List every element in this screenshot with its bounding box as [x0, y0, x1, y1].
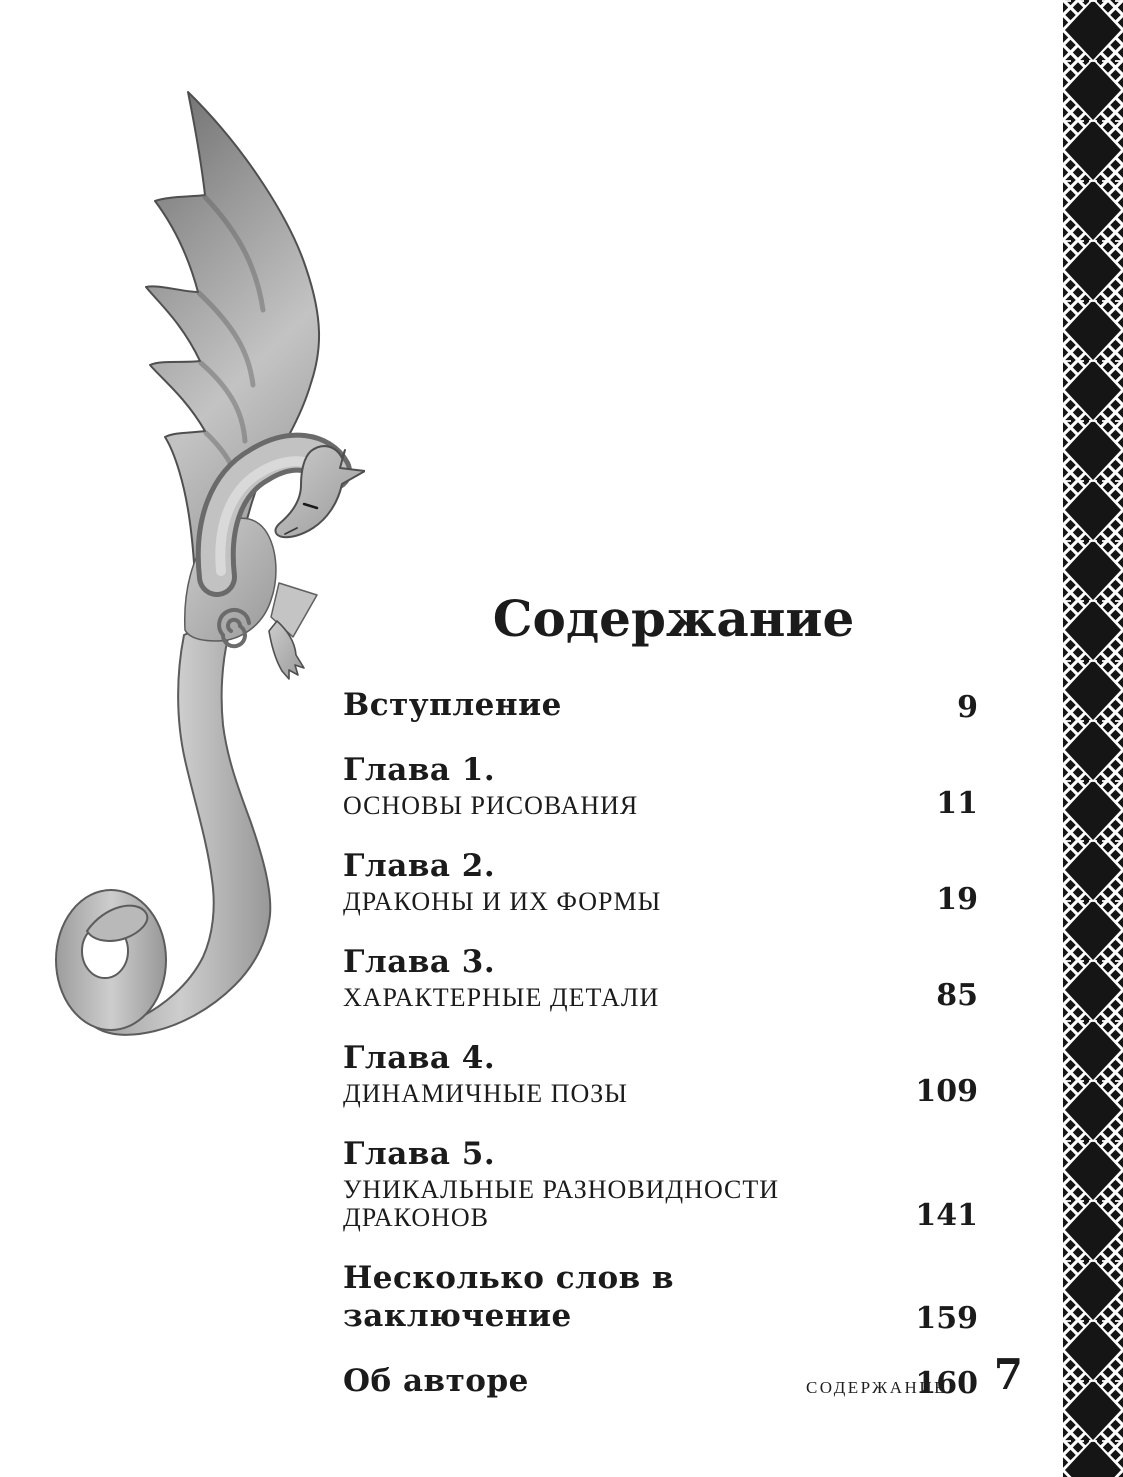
toc-entry-label: Глава 3. [343, 944, 496, 980]
toc-entry-chapter-2 [343, 847, 978, 916]
toc-entry-page-number: 85 [936, 978, 978, 1013]
toc-entry-label: Об авторе [343, 1363, 529, 1399]
toc-entry-page-number: 109 [915, 1074, 978, 1109]
toc-entry-subtitle: ОСНОВЫ РИСОВАНИЯ [343, 791, 639, 820]
toc-entry-page-number: 159 [915, 1301, 978, 1336]
footer-section-label: СОДЕРЖАНИЕ [805, 1378, 947, 1397]
toc-entry-subtitle: УНИКАЛЬНЫЕ РАЗНОВИДНОСТИ ДРАКОНОВ [343, 1175, 780, 1232]
toc-entry-chapter-3 [343, 943, 978, 1012]
dragon-illustration-svg [45, 85, 365, 1045]
page-title: Содержание [492, 589, 855, 648]
toc-entry-page-number: 160 [915, 1366, 978, 1401]
toc-section [343, 586, 978, 1400]
toc-list [343, 686, 978, 1400]
toc-entry-page-number: 19 [936, 882, 978, 917]
decorative-border-pattern [1063, 0, 1123, 1477]
toc-entry-page-number: 11 [936, 786, 978, 821]
toc-entry-label: Глава 4. [343, 1040, 496, 1076]
toc-entry-subtitle: ДРАКОНЫ И ИХ ФОРМЫ [343, 887, 662, 916]
toc-entry-label: Несколько слов в заключение [343, 1260, 674, 1334]
toc-entry-chapter-1 [343, 751, 978, 820]
toc-entry-label: Глава 5. [343, 1136, 496, 1172]
toc-entry-chapter-5 [343, 1135, 978, 1232]
dragon-illustration [45, 85, 365, 1045]
toc-entry-label: Глава 1. [343, 752, 496, 788]
border-pattern-svg [1063, 0, 1123, 1477]
folio-page-number: 7 [993, 1350, 1023, 1399]
toc-entry-conclusion [343, 1259, 978, 1335]
toc-entry-label: Вступление [343, 687, 562, 723]
toc-entry-page-number: 9 [957, 690, 978, 725]
toc-entry-page-number: 141 [915, 1198, 978, 1233]
toc-entry-subtitle: ДИНАМИЧНЫЕ ПОЗЫ [343, 1079, 628, 1108]
toc-entry-introduction [343, 686, 978, 724]
toc-entry-label: Глава 2. [343, 848, 496, 884]
toc-entry-chapter-4 [343, 1039, 978, 1108]
toc-entry-subtitle: ХАРАКТЕРНЫЕ ДЕТАЛИ [343, 983, 660, 1012]
